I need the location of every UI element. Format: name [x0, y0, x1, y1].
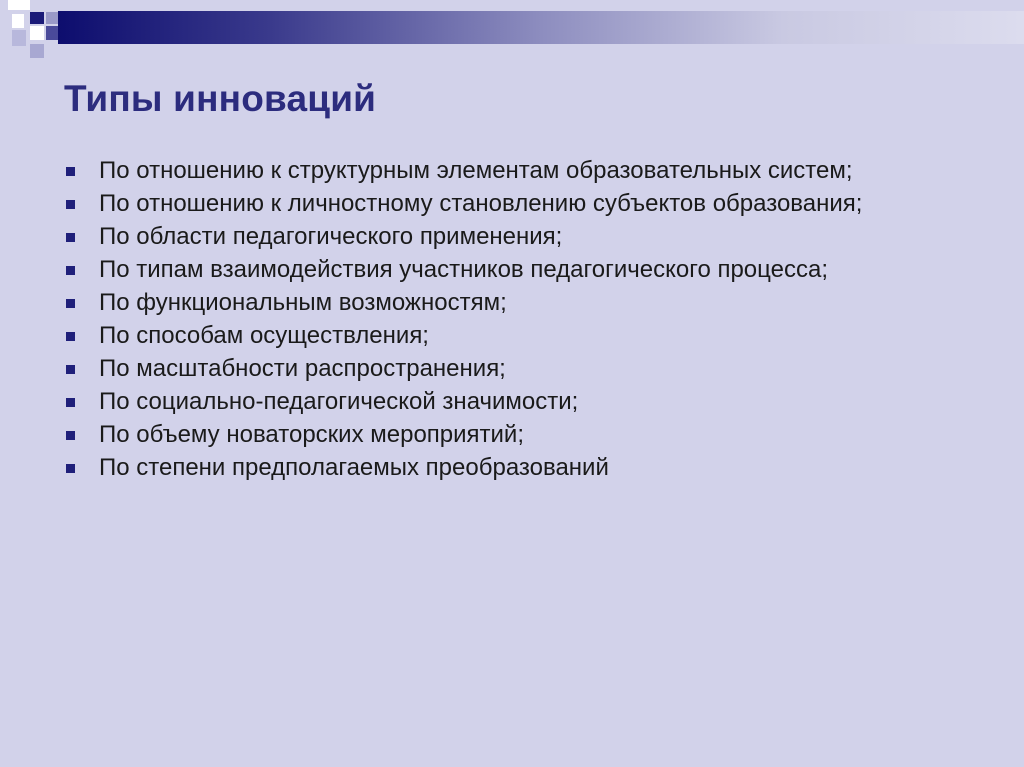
- list-item: [66, 191, 966, 216]
- deco-square: [30, 26, 44, 40]
- list-item-text: По социально-педагогической значимости;: [99, 388, 579, 415]
- bullet-square-icon: [66, 464, 75, 473]
- list-item: [66, 422, 966, 447]
- list-item-text: По отношению к личностному становлению субъектов образования;: [99, 190, 863, 217]
- deco-square: [46, 26, 58, 40]
- deco-square: [46, 12, 58, 24]
- bullet-square-icon: [66, 332, 75, 341]
- bullet-square-icon: [66, 233, 75, 242]
- slide-title: Типы инноваций: [64, 78, 377, 119]
- list-item-text: По типам взаимодействия участников педагогического процесса;: [99, 256, 828, 283]
- bullet-square-icon: [66, 431, 75, 440]
- list-item-text: По объему новаторских мероприятий;: [99, 421, 525, 448]
- list-item-text: По степени предполагаемых преобразований: [99, 454, 609, 481]
- deco-square: [30, 44, 44, 58]
- bullet-square-icon: [66, 266, 75, 275]
- deco-square: [12, 30, 26, 46]
- list-item: [66, 290, 966, 315]
- deco-square: [30, 12, 44, 24]
- deco-square: [12, 14, 24, 28]
- list-item: [66, 224, 966, 249]
- list-item-text: По функциональным возможностям;: [99, 289, 507, 316]
- header-gradient-bar: [58, 11, 1024, 44]
- list-item-text: По масштабности распространения;: [99, 355, 506, 382]
- list-item: [66, 257, 966, 282]
- bullet-square-icon: [66, 365, 75, 374]
- deco-square: [8, 0, 30, 10]
- list-item: [66, 455, 966, 480]
- list-item-text: По отношению к структурным элементам образовательных систем;: [99, 157, 853, 184]
- bullet-square-icon: [66, 398, 75, 407]
- list-item: [66, 158, 966, 183]
- list-item: [66, 323, 966, 348]
- header-decoration: [0, 0, 1024, 70]
- bullet-square-icon: [66, 299, 75, 308]
- list-item-text: По области педагогического применения;: [99, 223, 563, 250]
- list-item-text: По способам осуществления;: [99, 322, 429, 349]
- bullet-square-icon: [66, 200, 75, 209]
- bullet-square-icon: [66, 167, 75, 176]
- innovation-types-list: [66, 158, 966, 488]
- list-item: [66, 389, 966, 414]
- list-item: [66, 356, 966, 381]
